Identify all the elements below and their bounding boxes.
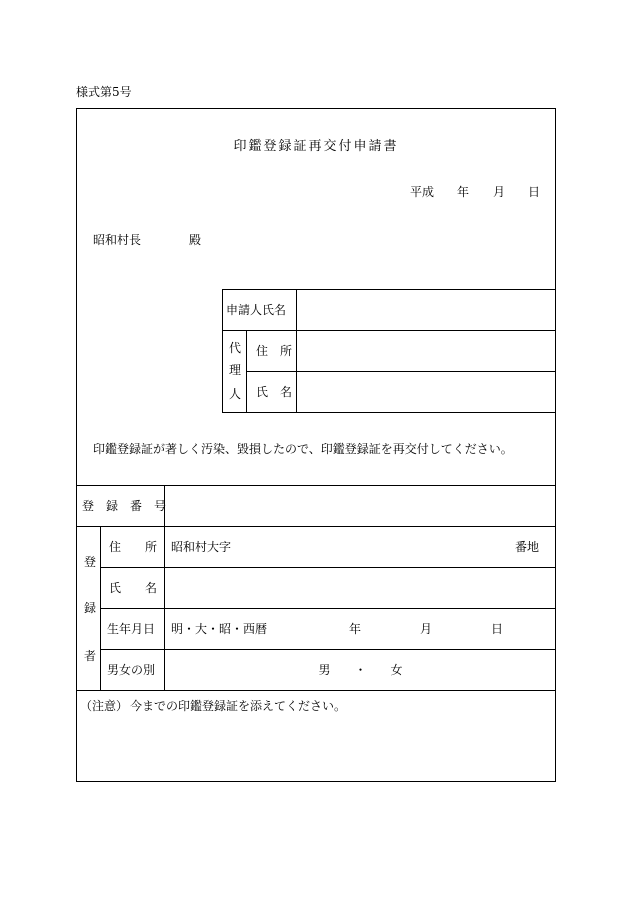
agent-address-label: 住 所 xyxy=(256,344,293,358)
registrant-label-2: 録 xyxy=(84,601,97,615)
registrant-name-field[interactable] xyxy=(165,568,556,608)
agent-address-field[interactable] xyxy=(297,331,556,371)
sex-options: 男 ・ 女 xyxy=(318,663,403,677)
date-year: 年 xyxy=(457,185,470,199)
statement-text: 印鑑登録証が著しく汚染、毀損したので、印鑑登録証を再交付してください。 xyxy=(93,442,513,456)
note-text: 今までの印鑑登録証を添えてください。 xyxy=(130,699,347,713)
birth-month: 月 xyxy=(420,622,433,636)
birthdate-label: 生年月日 xyxy=(107,622,156,636)
birth-year: 年 xyxy=(349,622,362,636)
registrant-label-1: 登 xyxy=(84,555,97,569)
applicant-name-field[interactable] xyxy=(297,290,556,330)
registration-number-label: 登 録 番 号 xyxy=(82,499,167,513)
date-era: 平成 xyxy=(410,185,435,199)
note-label: （注意） xyxy=(80,699,129,713)
date-day: 日 xyxy=(528,185,541,199)
addressee-name: 昭和村長 xyxy=(93,233,142,247)
agent-name-label: 氏 名 xyxy=(256,385,293,399)
addressee-honorific: 殿 xyxy=(189,233,202,247)
agent-label-2: 理 xyxy=(229,363,242,377)
sex-label: 男女の別 xyxy=(107,663,156,677)
registrant-label-3: 者 xyxy=(84,649,97,663)
registrant-address-suffix: 番地 xyxy=(515,540,540,554)
date-month: 月 xyxy=(493,185,506,199)
registrant-address-label: 住 所 xyxy=(109,540,158,554)
agent-label-1: 代 xyxy=(229,341,242,355)
applicant-name-label: 申請人氏名 xyxy=(226,303,287,317)
birthdate-eras: 明・大・昭・西暦 xyxy=(171,622,268,636)
birth-day: 日 xyxy=(491,622,504,636)
agent-label-3: 人 xyxy=(229,387,242,401)
registrant-address-prefix: 昭和村大字 xyxy=(171,540,232,554)
registrant-name-label: 氏 名 xyxy=(109,581,158,595)
registration-number-field[interactable] xyxy=(165,486,556,526)
form-title: 印鑑登録証再交付申請書 xyxy=(233,139,399,154)
form-number: 様式第5号 xyxy=(76,85,132,99)
agent-name-field[interactable] xyxy=(297,372,556,412)
